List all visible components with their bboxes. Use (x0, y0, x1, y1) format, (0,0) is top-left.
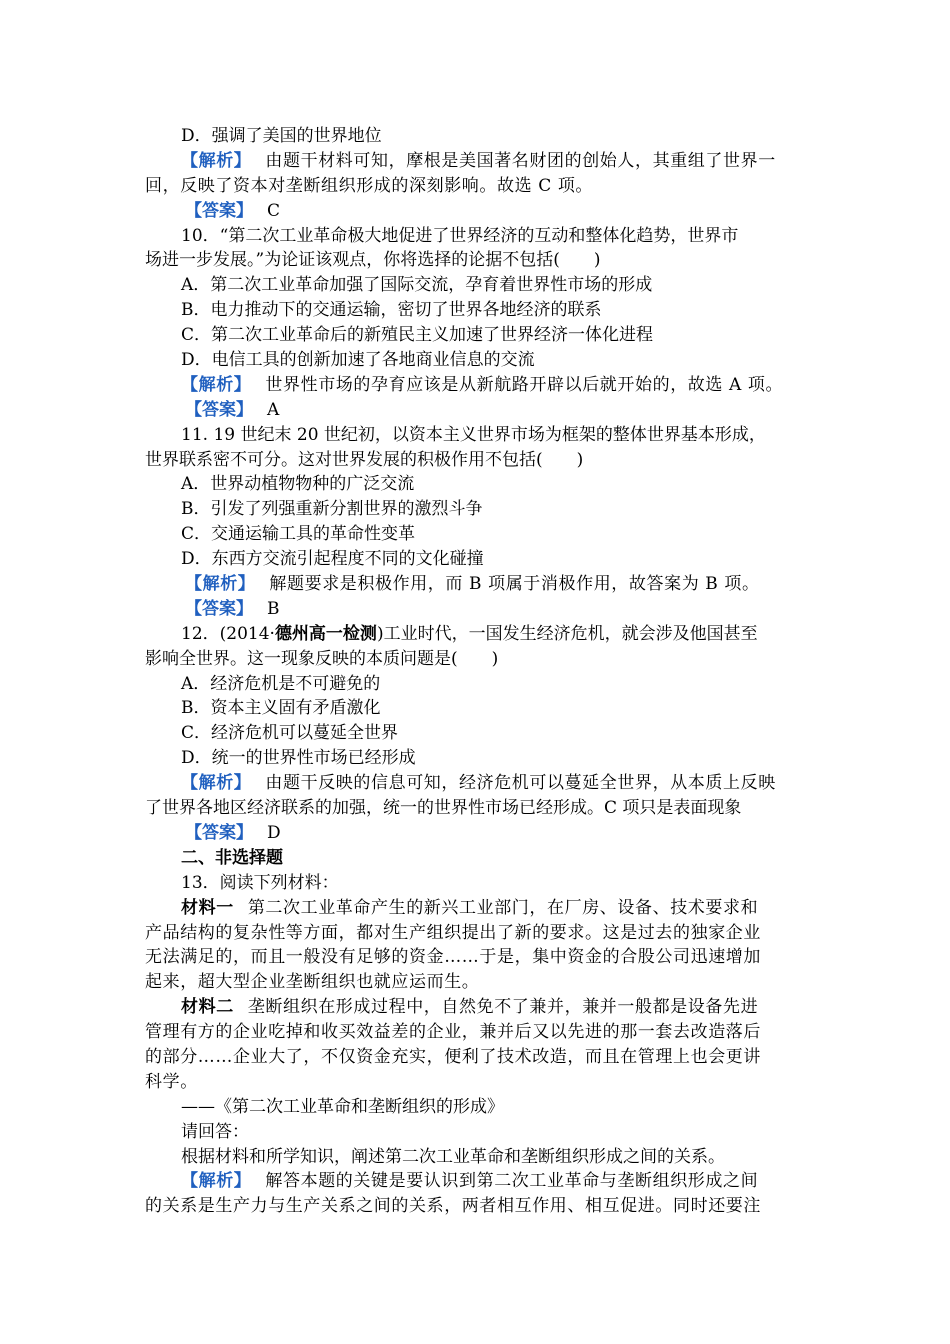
q10-answer-line (145, 398, 809, 423)
q13-material-2-line (145, 995, 809, 1020)
q12-analysis-line (145, 771, 809, 796)
q13-analysis-line (145, 1169, 809, 1194)
answer-tag: 【答案】 (185, 822, 253, 843)
q9-analysis-text: 由题干材料可知，摩根是美国著名财团的创始人，其重组了世界一 (265, 150, 776, 171)
q10-answer: A (267, 399, 280, 420)
q13-material-2-line-4: 科学。 (145, 1071, 198, 1092)
q13-material-2-line-3: 的部分……企业大了，不仅资金充实，便利了技术改造，而且在管理上也会更讲 (145, 1046, 761, 1067)
answer-tag: 【答案】 (185, 200, 253, 221)
q12-answer-line (145, 821, 809, 846)
q10-option-a: A．第二次工业革命加强了国际交流，孕育着世界性市场的形成 (181, 275, 653, 296)
q13-material-1-line-4: 起来，超大型企业垄断组织也就应运而生。 (145, 972, 480, 993)
q13-stem: 13．阅读下列材料： (181, 872, 339, 893)
answer-tag: 【答案】 (185, 399, 253, 420)
q13-material-1-line-3: 无法满足的，而且一般没有足够的资金……于是，集中资金的合股公司迅速增加 (145, 947, 761, 968)
q12-option-a: A．经济危机是不可避免的 (181, 673, 381, 694)
q13-material-1-line-2: 产品结构的复杂性等方面，都对生产组织提出了新的要求。这是过去的独家企业 (145, 922, 761, 943)
q12-source: 德州高一检测 (274, 623, 377, 644)
material-1-label: 材料一 (181, 897, 234, 918)
q11-stem-line-2: 世界联系密不可分。这对世界发展的积极作用不包括( ) (145, 449, 584, 470)
q11-option-a: A．世界动植物物种的广泛交流 (181, 474, 415, 495)
q11-answer-line (145, 597, 809, 622)
q12-option-c: C．经济危机可以蔓延全世界 (181, 723, 399, 744)
q12-analysis-line-2: 了世界各地区经济联系的加强，统一的世界性市场已经形成。C 项只是表面现象 (145, 798, 742, 819)
q11-analysis-text: 解题要求是积极作用，而 B 项属于消极作用，故答案为 B 项。 (269, 574, 760, 595)
q13-please-answer: 请回答： (181, 1121, 249, 1142)
q12-option-b: B．资本主义固有矛盾激化 (181, 698, 381, 719)
q13-source: ——《第二次工业革命和垄断组织的形成》 (181, 1096, 504, 1117)
q11-analysis-line (145, 572, 809, 597)
q10-stem: 10．“第二次工业革命极大地促进了世界经济的互动和整体化趋势，世界市 (181, 225, 739, 246)
q10-option-d: D．电信工具的创新加速了各地商业信息的交流 (181, 350, 535, 371)
material-2-text: 垄断组织在形成过程中，自然免不了兼并，兼并一般都是设备先进 (247, 997, 759, 1018)
analysis-tag: 【解析】 (181, 150, 252, 171)
q12-stem-line-2: 影响全世界。这一现象反映的本质问题是( ) (145, 648, 499, 669)
analysis-tag: 【解析】 (185, 574, 256, 595)
q12-stem (145, 622, 809, 647)
material-2-label: 材料二 (181, 997, 234, 1018)
q9-analysis-line-2: 回，反映了资本对垄断组织形成的深刻影响。故选 C 项。 (145, 175, 594, 196)
q11-option-b: B．引发了列强重新分割世界的激烈斗争 (181, 499, 483, 520)
q10-analysis-line (145, 373, 809, 398)
q10-option-c: C．第二次工业革命后的新殖民主义加速了世界经济一体化进程 (181, 325, 654, 346)
q11-option-c: C．交通运输工具的革命性变革 (181, 524, 416, 545)
q9-answer-line (145, 199, 809, 224)
q13-analysis-text: 解答本题的关键是要认识到第二次工业革命与垄断组织形成之间 (265, 1171, 759, 1192)
analysis-tag: 【解析】 (181, 773, 252, 794)
q11-answer: B (267, 598, 280, 619)
q13-question: 根据材料和所学知识，阐述第二次工业革命和垄断组织形成之间的关系。 (181, 1146, 725, 1167)
material-1-text: 第二次工业革命产生的新兴工业部门，在厂房、设备、技术要求和 (247, 897, 759, 918)
q12-number: 12．(2014· (181, 623, 275, 644)
q11-stem: 11. 19 世纪末 20 世纪初，以资本主义世界市场为框架的整体世界基本形成， (181, 424, 766, 445)
q10-stem-line-2: 场进一步发展。”为论证该观点，你将选择的论据不包括( ) (145, 250, 601, 271)
q10-analysis-text: 世界性市场的孕育应该是从新航路开辟以后就开始的，故选 A 项。 (265, 374, 784, 395)
q12-stem-text: )工业时代，一国发生经济危机，就会涉及他国甚至 (376, 623, 758, 644)
q13-analysis-line-2: 的关系是生产力与生产关系之间的关系，两者相互作用、相互促进。同时还要注 (145, 1196, 761, 1217)
q13-material-1-line (145, 896, 809, 921)
q12-option-d: D．统一的世界性市场已经形成 (181, 748, 416, 769)
q9-option-d: D．强调了美国的世界地位 (181, 126, 382, 146)
q13-material-2-line-2: 管理有方的企业吃掉和收买效益差的企业，兼并后又以先进的那一套去改造落后 (145, 1022, 761, 1043)
q12-answer: D (267, 822, 281, 843)
analysis-tag: 【解析】 (181, 374, 252, 395)
q9-analysis-line (145, 149, 809, 174)
section-heading: 二、非选择题 (181, 847, 283, 868)
q11-option-d: D．东西方交流引起程度不同的文化碰撞 (181, 549, 484, 570)
analysis-tag: 【解析】 (181, 1171, 252, 1192)
document-body (145, 124, 809, 1219)
q12-analysis-text: 由题干反映的信息可知，经济危机可以蔓延全世界，从本质上反映 (265, 773, 776, 794)
q9-answer: C (267, 200, 281, 221)
q10-option-b: B．电力推动下的交通运输，密切了世界各地经济的联系 (181, 300, 602, 321)
answer-tag: 【答案】 (185, 598, 253, 619)
